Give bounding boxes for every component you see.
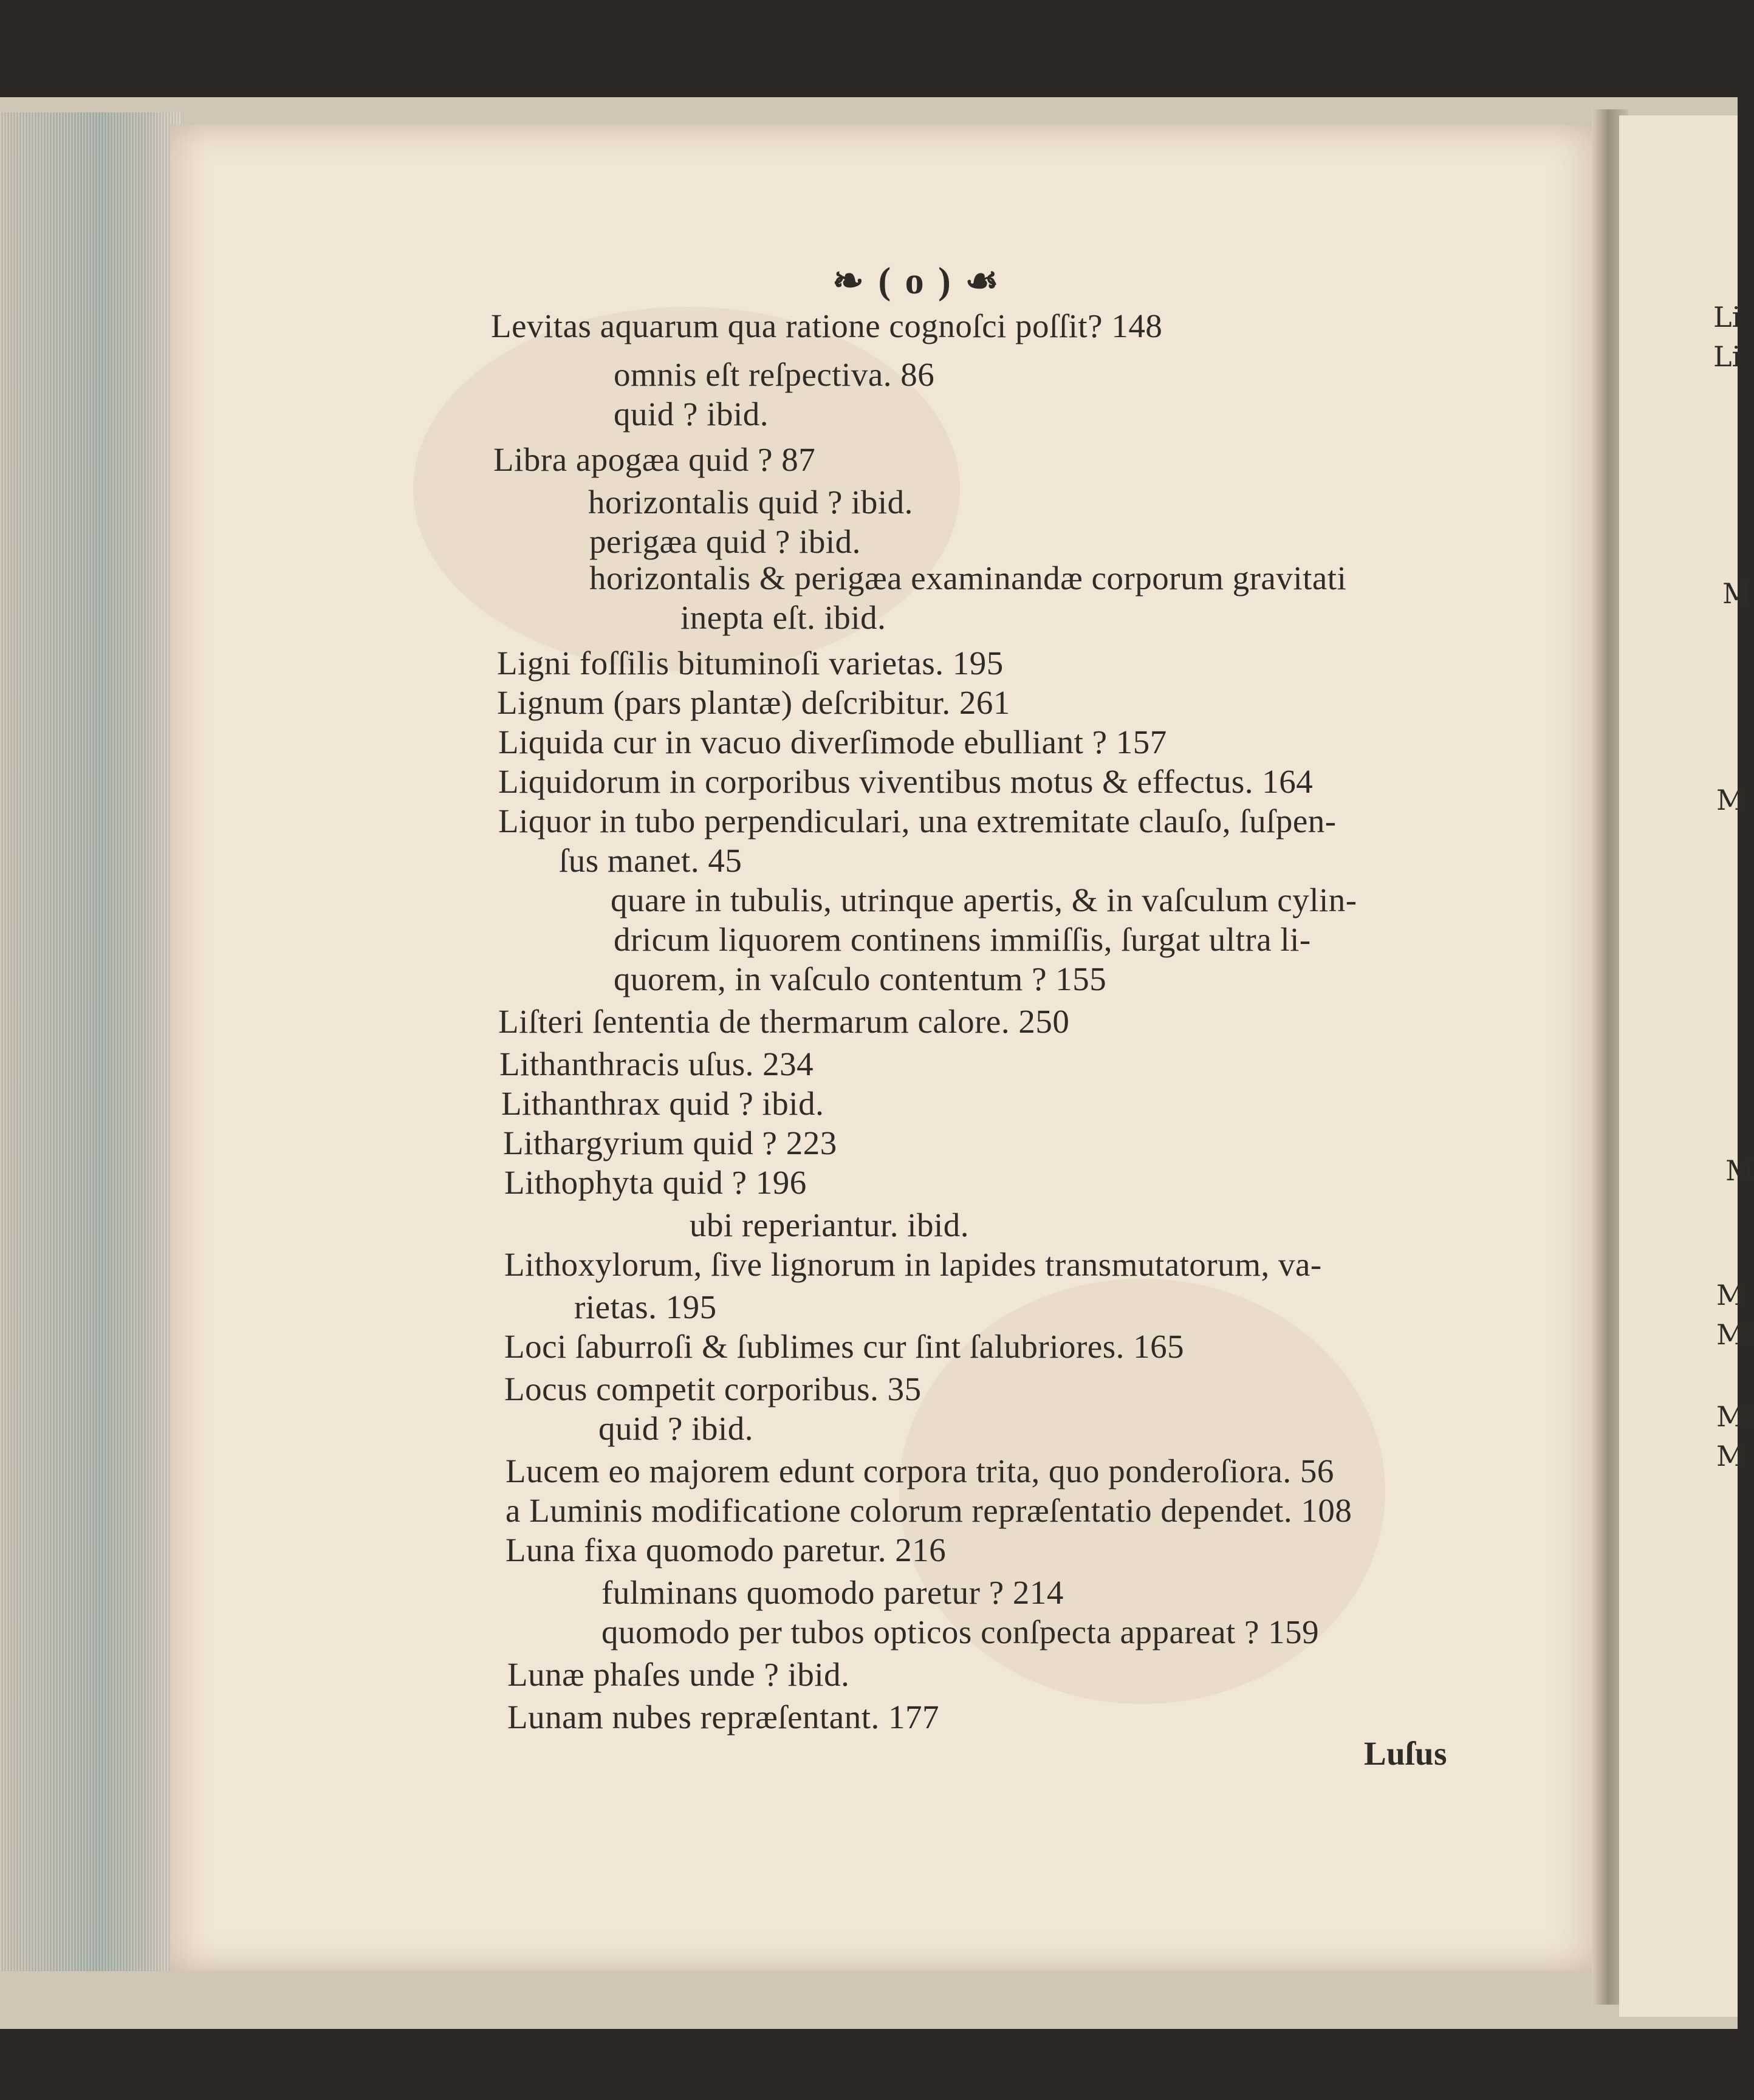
index-entry: Locus competit corporibus. 35 bbox=[504, 1370, 922, 1407]
left-page bbox=[170, 125, 1610, 1971]
page-block-edges bbox=[0, 112, 182, 1971]
index-entry: Liquida cur in vacuo diverſimode ebulliant ? 157 bbox=[498, 723, 1167, 761]
index-subentry: horizontalis quid ? ibid. bbox=[588, 484, 913, 521]
page-header: ❧ ( o ) ☙ bbox=[832, 261, 1001, 302]
index-entry: a Luminis modificatione colorum repræſentatio dependet. 108 bbox=[505, 1492, 1352, 1529]
index-continuation: quorem, in vaſculo contentum ? 155 bbox=[614, 960, 1107, 997]
index-entry: Lithanthrax quid ? ibid. bbox=[501, 1085, 824, 1122]
index-entry: Loci ſaburroſi & ſublimes cur ſint ſalubriores. 165 bbox=[504, 1328, 1185, 1365]
index-subentry: quid ? ibid. bbox=[598, 1410, 754, 1447]
index-entry: Lunæ phaſes unde ? ibid. bbox=[507, 1656, 850, 1693]
index-subentry: perigæa quid ? ibid. bbox=[589, 523, 861, 560]
next-page-letter: M bbox=[1716, 784, 1745, 816]
right-page-edge bbox=[1619, 115, 1738, 2017]
index-subentry: quid ? ibid. bbox=[614, 395, 769, 433]
index-subentry: ubi reperiantur. ibid. bbox=[690, 1206, 970, 1243]
index-continuation: dricum liquorem continens immiſſis, ſurgat ultra li- bbox=[614, 921, 1311, 958]
next-page-letter: Mi bbox=[1716, 1400, 1754, 1433]
index-subentry: quomodo per tubos opticos conſpecta appareat ? 159 bbox=[601, 1613, 1320, 1650]
index-entry: Lithoxylorum, ſive lignorum in lapides transmutatorum, va- bbox=[504, 1246, 1322, 1283]
index-entry: Lithanthracis uſus. 234 bbox=[499, 1045, 814, 1082]
index-entry: Libra apogæa quid ? 87 bbox=[493, 441, 816, 478]
index-subentry: fulminans quomodo paretur ? 214 bbox=[601, 1574, 1064, 1611]
catchword: Luſus bbox=[1364, 1735, 1448, 1772]
index-entry: Lignum (pars plantæ) deſcribitur. 261 bbox=[497, 684, 1010, 721]
index-entry: Luna fixa quomodo paretur. 216 bbox=[505, 1531, 947, 1568]
index-entry: Ligni foſſilis bituminoſi varietas. 195 bbox=[497, 645, 1004, 682]
index-continuation: rietas. 195 bbox=[574, 1288, 717, 1325]
next-page-letter: M bbox=[1722, 577, 1752, 610]
next-page-letter: M bbox=[1716, 1279, 1745, 1312]
next-page-letter: M bbox=[1716, 1440, 1745, 1472]
index-entry: Liquidorum in corporibus viventibus motus & effectus. 164 bbox=[498, 763, 1314, 800]
index-entry: Lucem eo majorem edunt corpora trita, quo ponderoſiora. 56 bbox=[505, 1452, 1334, 1489]
index-entry: Levitas aquarum qua ratione cognoſci poſſit? 148 bbox=[491, 307, 1163, 344]
next-page-letter: M bbox=[1725, 1154, 1754, 1187]
next-page-letter: Li bbox=[1713, 340, 1741, 373]
index-continuation: ſus manet. 45 bbox=[559, 842, 742, 879]
next-page-letter: Li bbox=[1713, 301, 1741, 333]
index-entry: Liquor in tubo perpendiculari, una extremitate clauſo, ſuſpen- bbox=[498, 802, 1337, 840]
index-entry: Liſteri ſententia de thermarum calore. 250 bbox=[498, 1003, 1070, 1040]
index-subentry: omnis eſt reſpectiva. 86 bbox=[614, 356, 935, 393]
index-entry: Lithophyta quid ? 196 bbox=[504, 1164, 807, 1201]
index-continuation: inepta eſt. ibid. bbox=[680, 599, 886, 636]
next-page-letter: Mi bbox=[1716, 1318, 1754, 1351]
index-entry: Lithargyrium quid ? 223 bbox=[503, 1124, 837, 1161]
index-entry: Lunam nubes repræſentant. 177 bbox=[507, 1698, 939, 1736]
index-subentry: quare in tubulis, utrinque apertis, & in vaſculum cylin- bbox=[611, 881, 1357, 918]
index-subentry: horizontalis & perigæa examinandæ corporum gravitati bbox=[589, 559, 1347, 597]
